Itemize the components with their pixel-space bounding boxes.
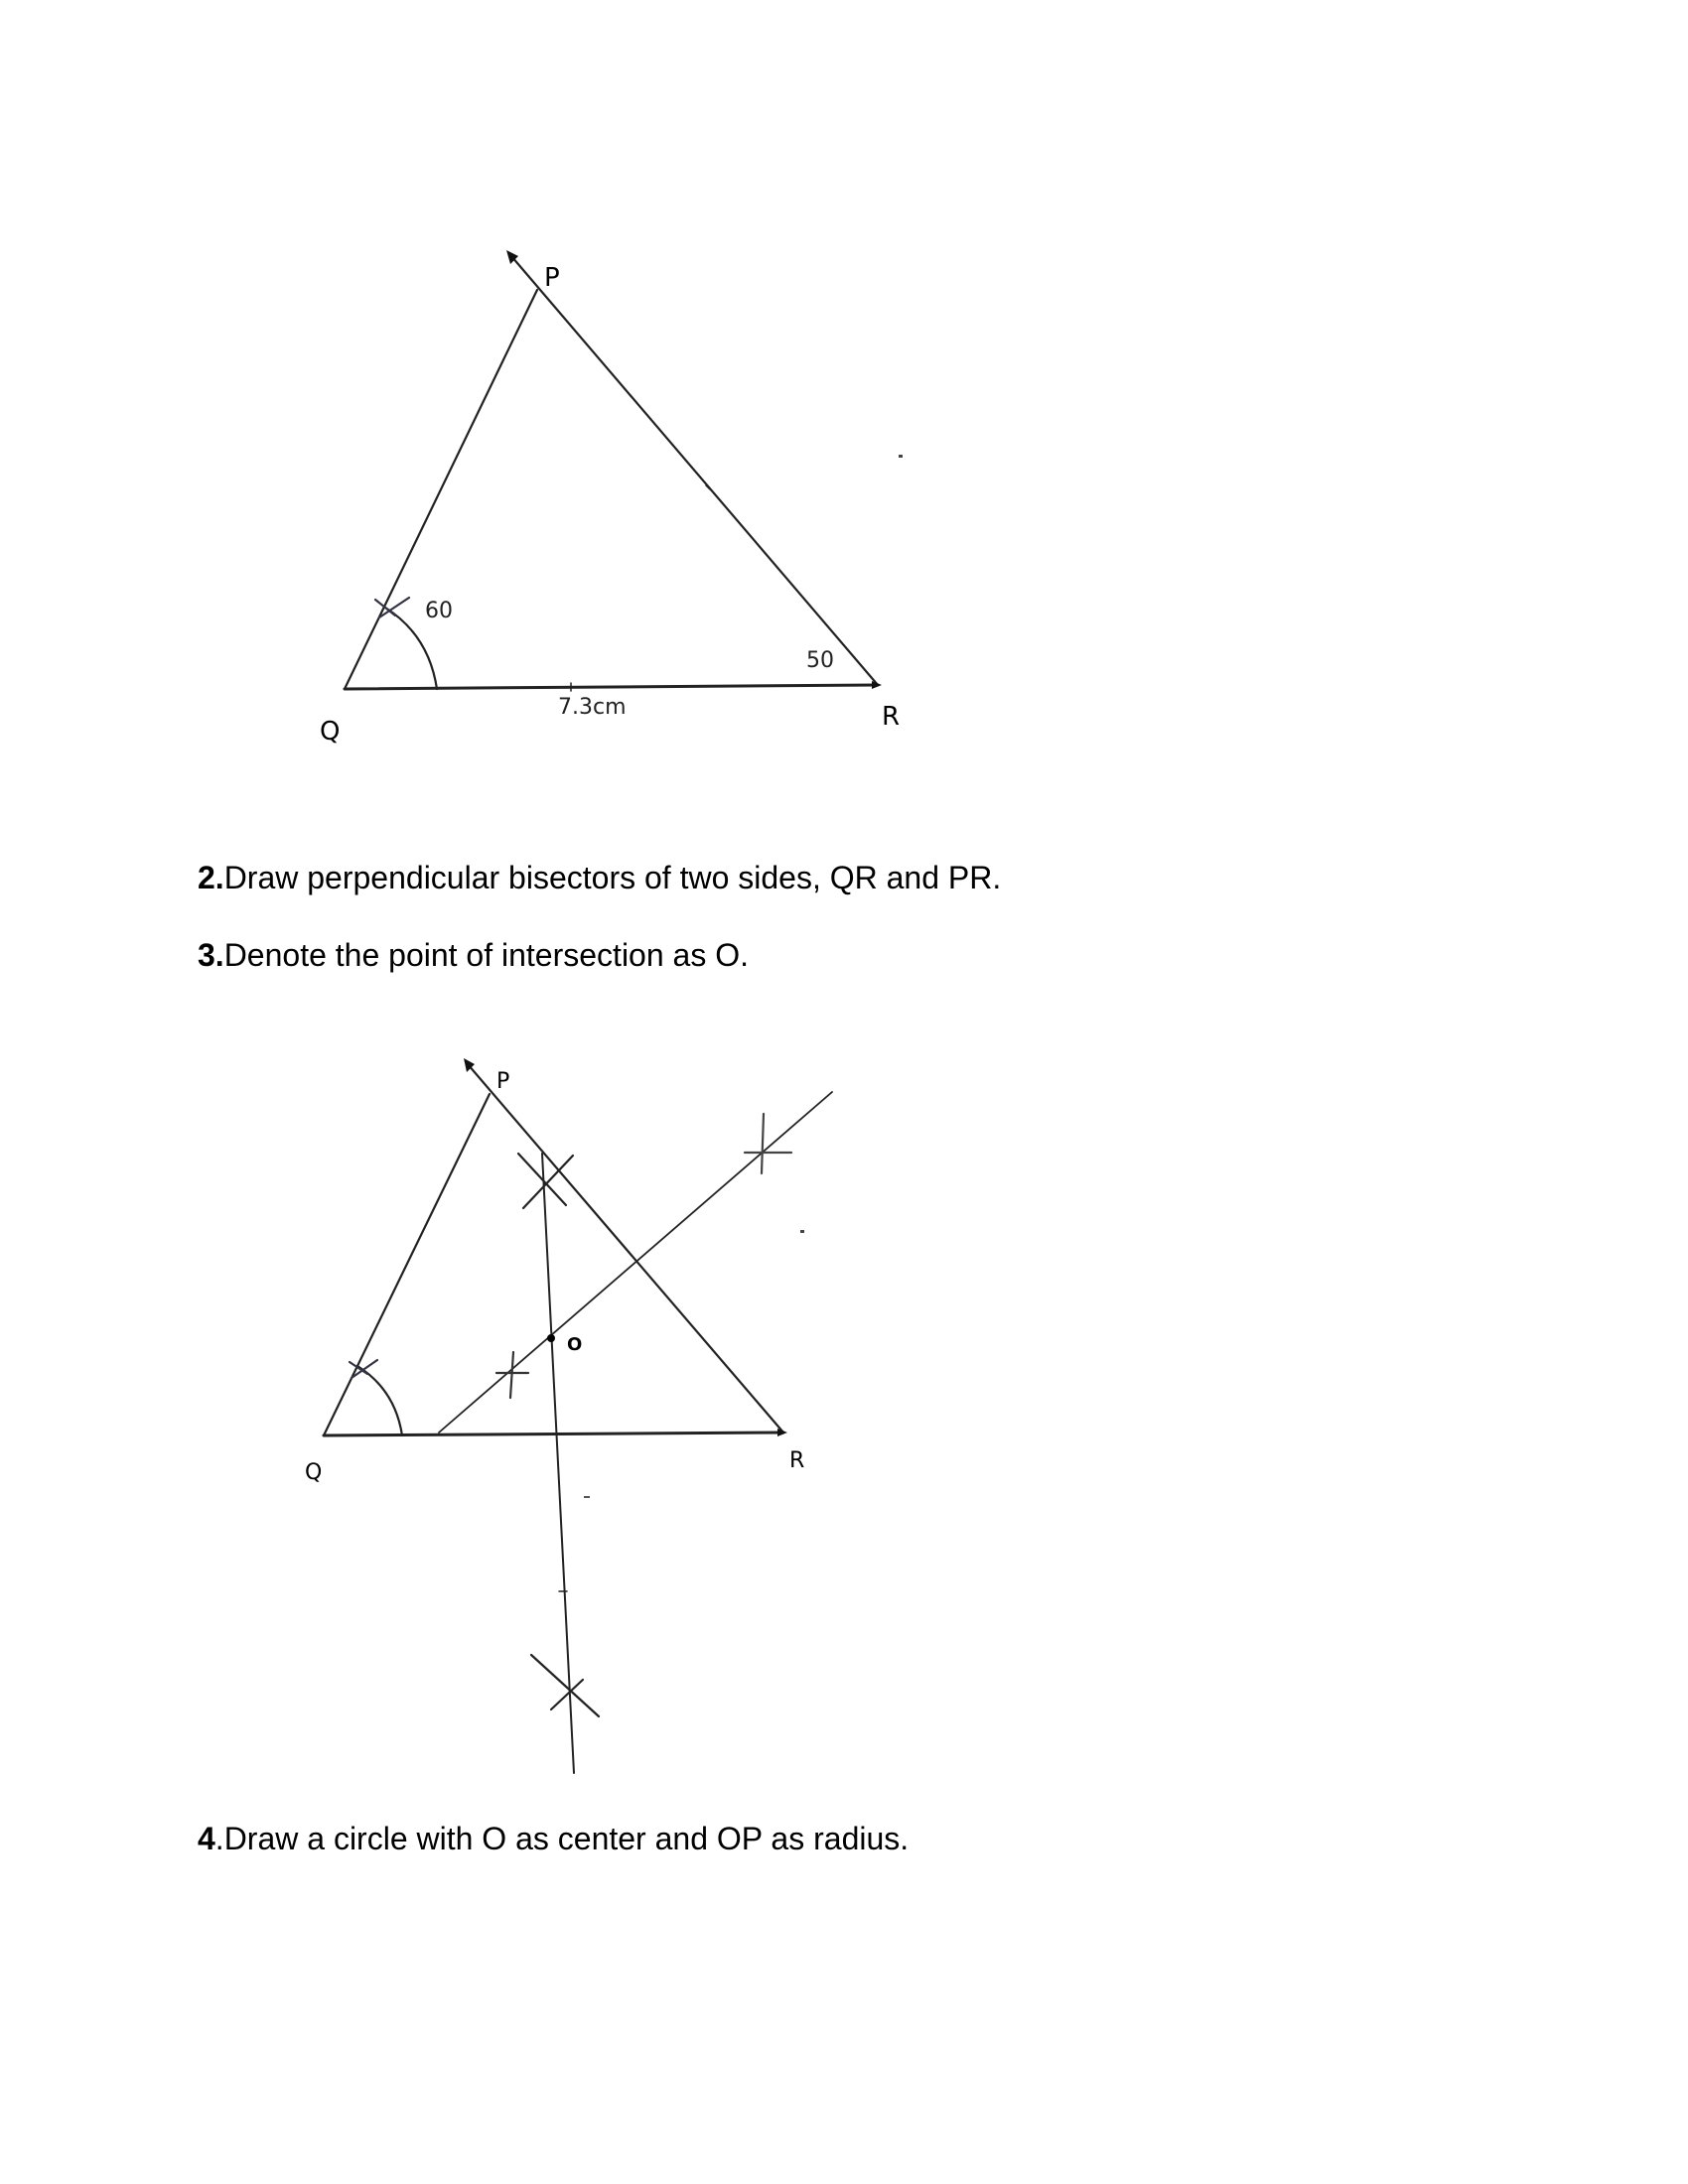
bisector-pr (439, 1092, 832, 1433)
point-o (547, 1334, 555, 1342)
step-text: Draw perpendicular bisectors of two sides, QR and PR. (223, 860, 1002, 895)
vertex-label-q: Q (320, 717, 341, 747)
side-rp (468, 1064, 783, 1433)
side-length-label: 7.3cm (558, 695, 627, 720)
angle-label-q: 60 (425, 599, 453, 623)
step-number: 4 (198, 1821, 215, 1856)
vertex-label-p: P (544, 263, 560, 293)
step-text: .Draw a circle with O as center and OP as radius. (214, 1821, 910, 1856)
side-qr (324, 1433, 783, 1435)
vertex-label-p: P (496, 1069, 510, 1094)
side-qp (324, 1094, 490, 1435)
angle-arc-60 (357, 1366, 402, 1435)
step-text: Denote the point of intersection as O. (223, 937, 749, 973)
step-number: 3. (198, 937, 224, 973)
vertex-label-r: R (882, 702, 901, 732)
step-4-instruction (198, 1819, 909, 1858)
vertex-label-q: Q (305, 1460, 323, 1485)
center-label-o: O (567, 1334, 583, 1355)
vertex-label-r: R (789, 1448, 805, 1473)
angle-label-r: 50 (806, 648, 834, 673)
step-number: 2. (198, 860, 224, 895)
